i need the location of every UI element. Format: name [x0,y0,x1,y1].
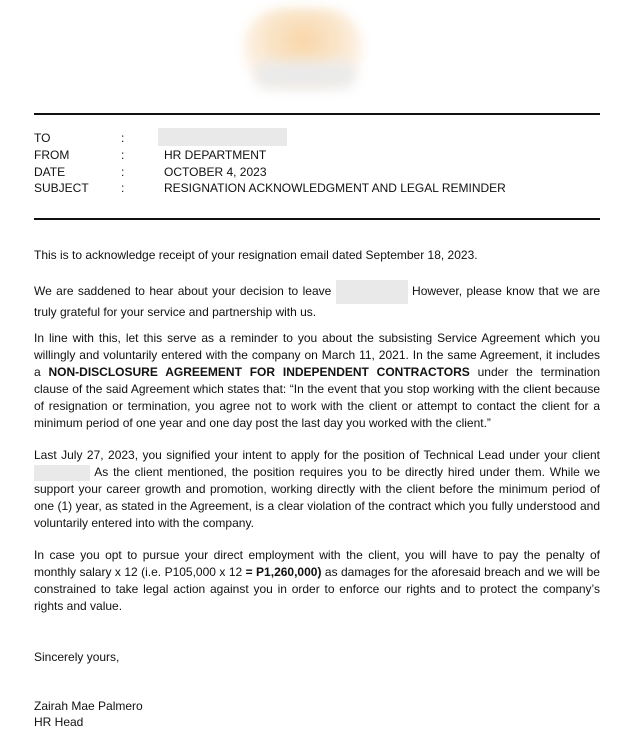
paragraph-text: We are saddened to hear about your decision to leave [34,284,332,299]
memo-value-subject: RESIGNATION ACKNOWLEDGMENT AND LEGAL REMINDER [164,181,506,195]
paragraph-penalty [34,547,600,615]
paragraph-text: under the termination clause of the said Agreement which states that: “In the event that you stop working with the client because of resignation or termination, you agree not to work with the client or attempt to contact the client for a minimum period of one year and one day post the last day you worked with the client.” [34,365,600,430]
paragraph-gratitude [34,280,600,321]
memo-colon: : [121,131,125,145]
memo-label-date: DATE [34,165,66,179]
redacted-recipient [158,128,287,146]
paragraph-text: However, please know that we are truly grateful for your service and partnership with us. [34,284,600,319]
signatory-title: HR Head [34,715,84,729]
redacted-company-name [336,280,408,304]
memo-label-from: FROM [34,148,70,162]
memo-value-date: OCTOBER 4, 2023 [164,165,267,179]
logo-blur-text [255,62,355,88]
header-divider-top [34,113,600,115]
memo-label-subject: SUBJECT [34,181,89,195]
memo-colon: : [121,165,125,179]
paragraph-agreement-reminder [34,330,600,432]
closing-salutation: Sincerely yours, [34,650,120,664]
paragraph-text: In line with this, let this serve as a reminder to you about the subsisting Service Agreement which you willingly and voluntarily entered with the company on March 11, 2021. In the same Agreement, it includes a [34,331,600,379]
memo-colon: : [121,181,125,195]
paragraph-violation [34,447,600,532]
paragraph-text: as damages for the aforesaid breach and we will be constrained to take legal action against you in order to enforce our rights and to protect the company’s rights and value. [34,565,600,613]
memo-value-from: HR DEPARTMENT [164,148,267,162]
paragraph-text: Last July 27, 2023, you signified your intent to apply for the position of Technical Lead under your client [34,448,600,462]
memo-label-to: TO [34,131,51,145]
paragraph-acknowledgment [34,247,600,264]
memo-colon: : [121,148,125,162]
redacted-client-name [34,465,90,481]
nda-title: NON-DISCLOSURE AGREEMENT FOR INDEPENDENT CONTRACTORS [48,365,470,379]
signatory-name: Zairah Mae Palmero [34,699,143,713]
paragraph-text: In case you opt to pursue your direct employment with the client, you will have to pay the penalty of monthly salary x 12 (i.e. P105,000 x 12 [34,548,600,579]
header-divider-bottom [34,218,600,220]
penalty-amount: = P1,260,000) [245,565,322,579]
paragraph-text: This is to acknowledge receipt of your resignation email dated September 18, 2023. [34,248,478,262]
paragraph-text: As the client mentioned, the position requires you to be directly hired under them. While we support your career growth and promotion, working directly with the client before the minimum period of one (1) year, as stated in the Agreement, is a clear violation of the contract which you fully understood and voluntarily entered into with the company. [34,465,600,530]
